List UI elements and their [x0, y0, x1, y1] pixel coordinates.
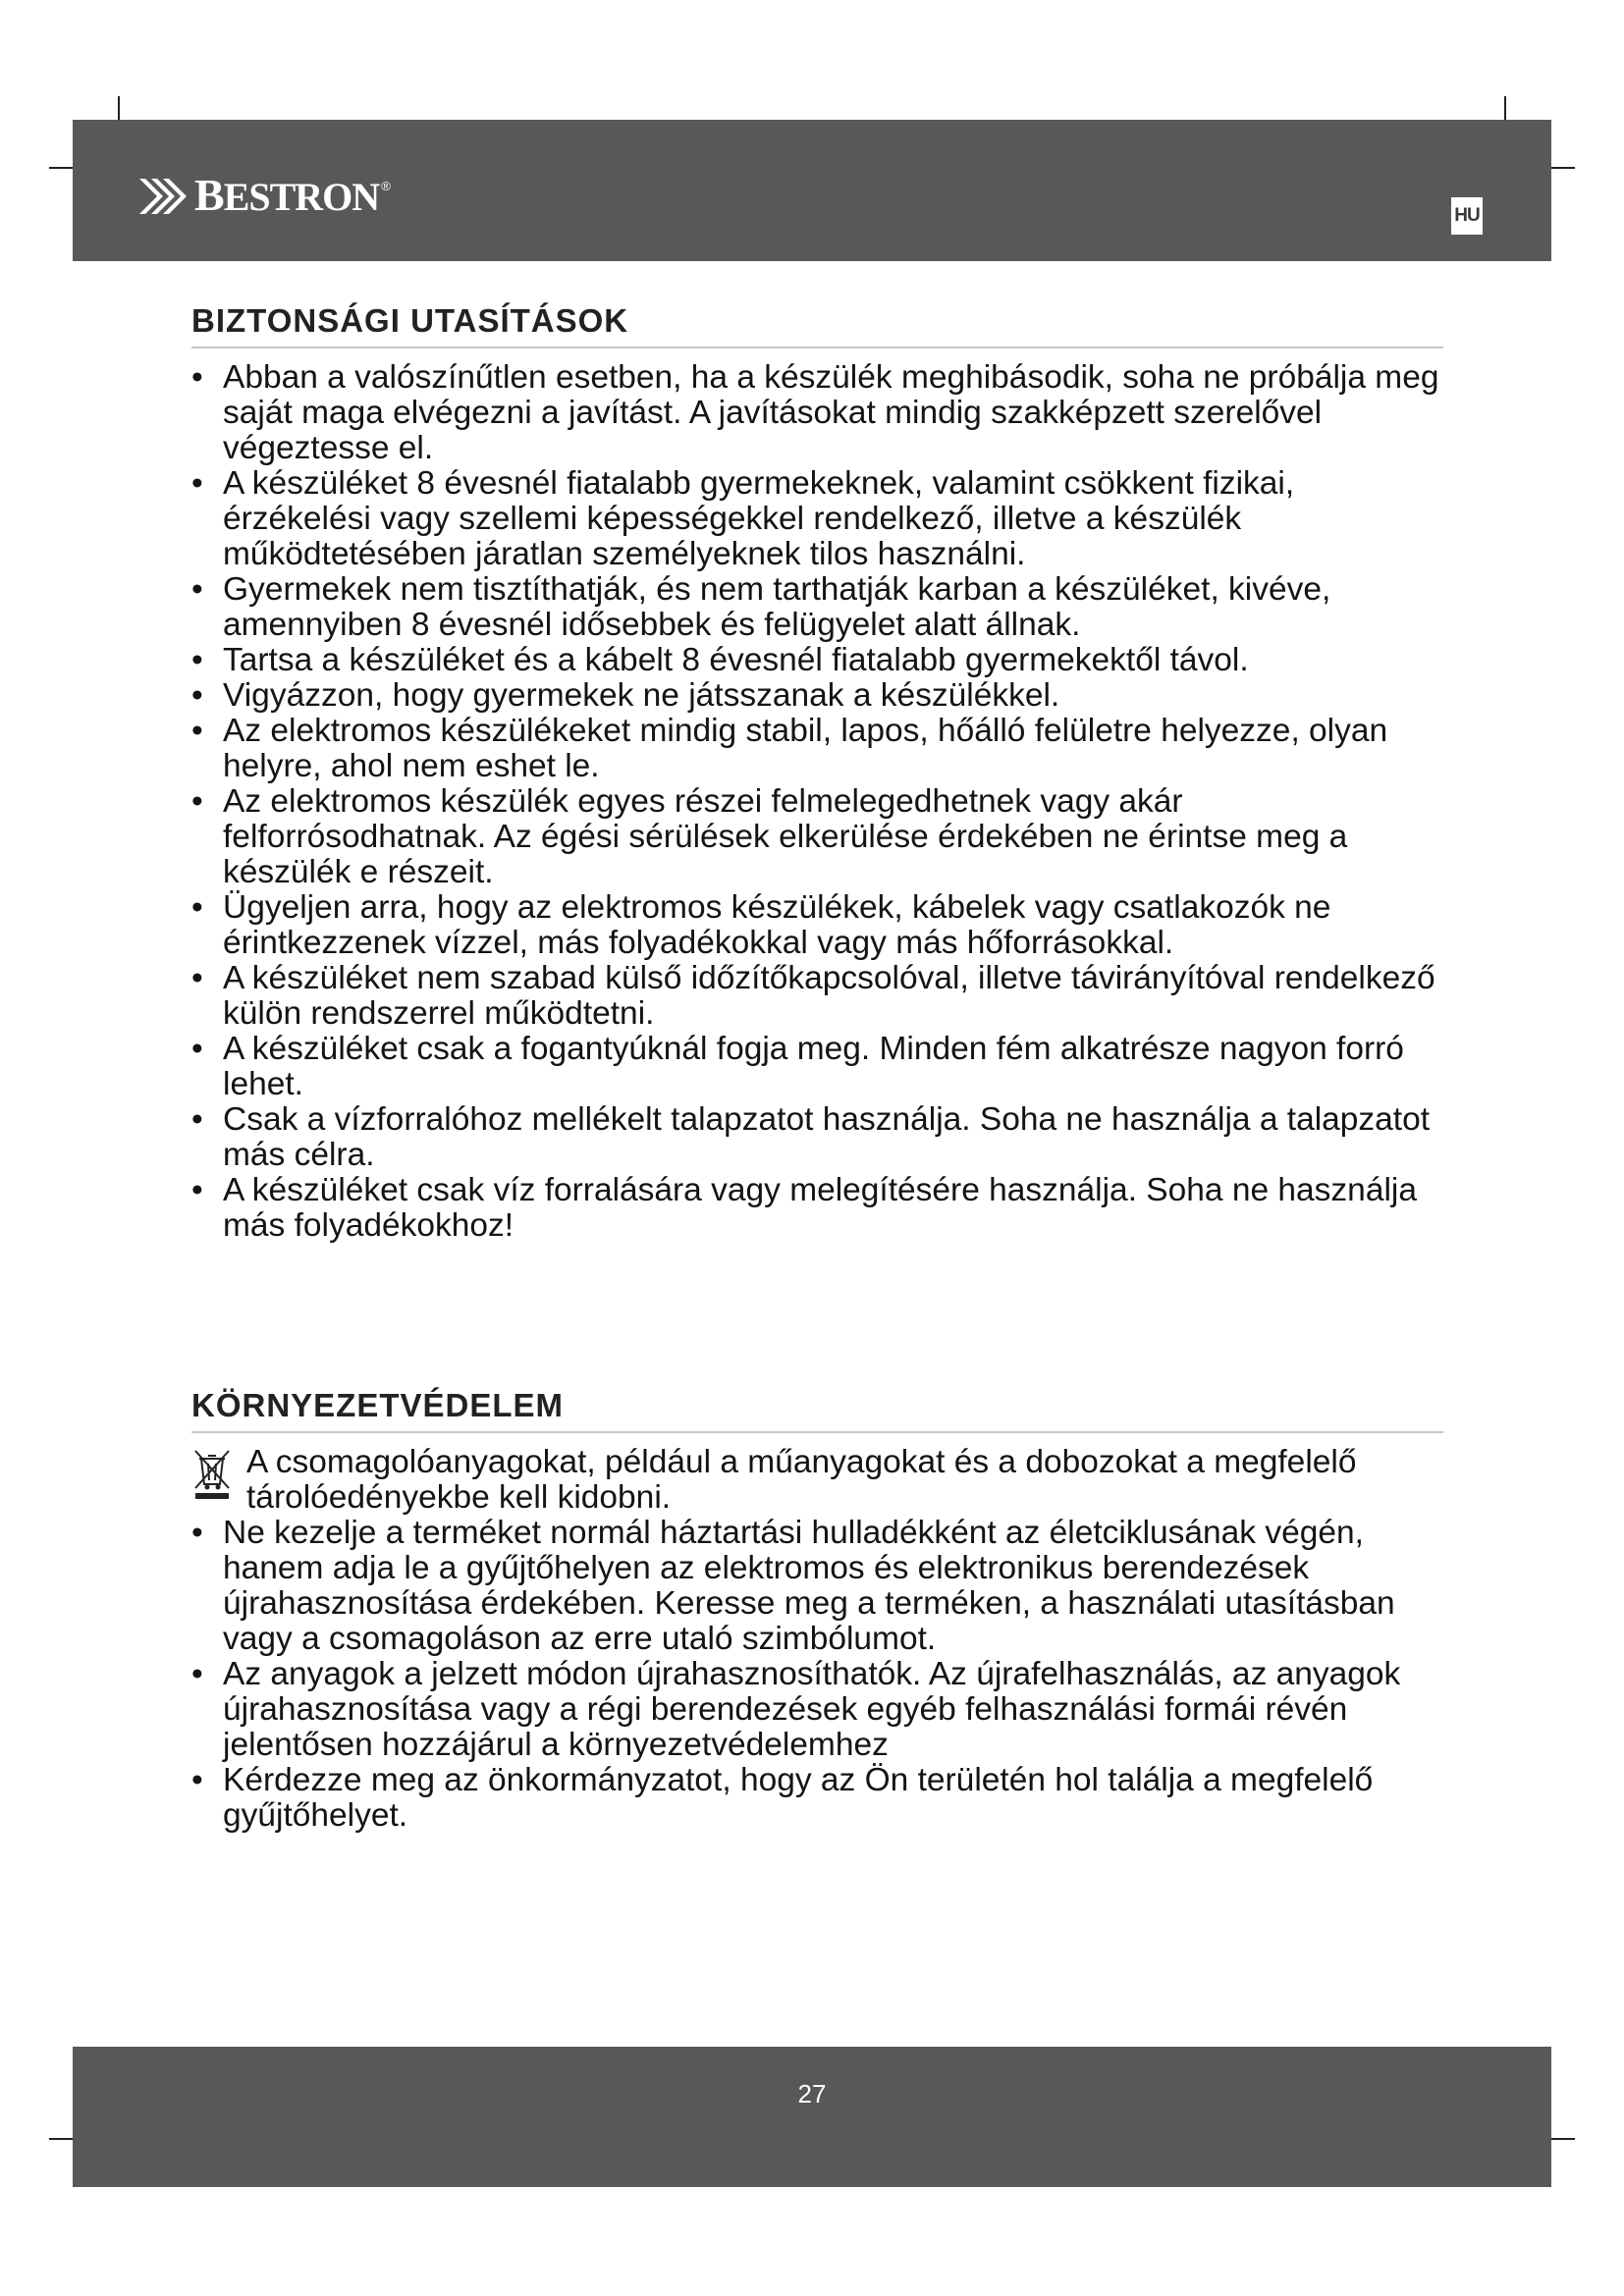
language-badge: HU — [1451, 197, 1483, 235]
list-item-text: Csak a vízforralóhoz mellékelt talapzatot használja. Soha ne használja a talapzatot más célra. — [223, 1101, 1431, 1173]
list-item-text: Az elektromos készülék egyes részei felmelegedhetnek vagy akár felforrósodhatnak. Az égési sérülések elkerülése érdekében ne érintse meg a készülék e részeit. — [223, 783, 1348, 890]
brand-logo — [137, 170, 391, 220]
environment-section — [191, 1384, 1443, 1834]
list-item-text: Az anyagok a jelzett módon újrahasznosíthatók. Az újrafelhasználás, az anyagok újrahasznosítása vagy a régi berendezések egyéb felhasználási formái révén jelentősen hozzájárul a környezetvédelemhez — [223, 1656, 1401, 1763]
bullet: • — [191, 1172, 203, 1208]
list-item-text: Ügyeljen arra, hogy az elektromos készülékek, kábelek vagy csatlakozók ne érintkezzenek vízzel, más folyadékokkal vagy más hőforrásokkal. — [223, 889, 1331, 961]
bullet: • — [191, 783, 203, 820]
list-item — [191, 1516, 1443, 1657]
list-item — [191, 1657, 1443, 1763]
list-item-text: Ne kezelje a terméket normál háztartási hulladékként az életciklusának végén, hanem adja le a gyűjtőhelyen az elektromos és elektronikus berendezések újrahasznosítása érdekében. Keresse meg a terméken, a használati utasításban vagy a csomagoláson az erre utaló szimbólumot. — [223, 1515, 1395, 1657]
page-number: 27 — [797, 2079, 827, 2109]
bullet: • — [191, 359, 203, 396]
list-item — [191, 1102, 1443, 1173]
environment-title: KÖRNYEZETVÉDELEM — [191, 1387, 565, 1423]
weee-note-text: A csomagolóanyagokat, például a műanyagokat és a dobozokat a megfelelő tárolóedényekbe kell kidobni. — [246, 1444, 1357, 1516]
brand-name-rest: ESTRON — [223, 175, 380, 219]
list-item-text: A készüléket csak a fogantyúknál fogja meg. Minden fém alkatrésze nagyon forró lehet. — [223, 1031, 1404, 1102]
bullet: • — [191, 571, 203, 608]
environment-list — [191, 1516, 1443, 1834]
bullet: • — [191, 960, 203, 996]
bullet: • — [191, 889, 203, 926]
bullet: • — [191, 713, 203, 749]
brand-name-initial: B — [194, 170, 224, 220]
weee-note — [191, 1445, 1443, 1516]
list-item — [191, 572, 1443, 643]
list-item — [191, 1763, 1443, 1834]
list-item-text: Abban a valószínűtlen esetben, ha a készülék meghibásodik, soha ne próbálja meg saját maga elvégezni a javítást. A javításokat mindig szakképzett szerelővel végeztesse el. — [223, 359, 1439, 466]
list-item — [191, 1173, 1443, 1244]
safety-title: BIZTONSÁGI UTASÍTÁSOK — [191, 302, 629, 339]
bullet: • — [191, 465, 203, 502]
brand-chevrons-icon — [137, 177, 189, 216]
list-item-text: A készüléket nem szabad külső időzítőkapcsolóval, illetve távirányítóval rendelkező külön rendszerrel működtetni. — [223, 960, 1435, 1032]
list-item — [191, 466, 1443, 572]
safety-list — [191, 360, 1443, 1244]
list-item-text: Vigyázzon, hogy gyermekek ne játsszanak a készülékkel. — [223, 677, 1060, 714]
list-item — [191, 961, 1443, 1032]
list-item-text: A készüléket csak víz forralására vagy melegítésére használja. Soha ne használja más folyadékokhoz! — [223, 1172, 1417, 1244]
bullet: • — [191, 1656, 203, 1692]
list-item-text: Az elektromos készülékeket mindig stabil, lapos, hőálló felületre helyezze, olyan helyre, ahol nem eshet le. — [223, 713, 1388, 784]
footer-bar — [73, 2047, 1551, 2187]
list-item — [191, 360, 1443, 466]
list-item-text: Tartsa a készüléket és a kábelt 8 évesnél fiatalabb gyermekektől távol. — [223, 642, 1249, 678]
safety-section — [191, 299, 1443, 1244]
list-item-text: A készüléket 8 évesnél fiatalabb gyermekeknek, valamint csökkent fizikai, érzékelési vagy szellemi képességekkel rendelkező, illetve a készülék működtetésében járatlan személyeknek tilos használni. — [223, 465, 1295, 572]
bullet: • — [191, 1101, 203, 1138]
list-item — [191, 784, 1443, 890]
registered-mark: ® — [381, 179, 391, 193]
list-item — [191, 678, 1443, 714]
bullet: • — [191, 1762, 203, 1798]
safety-title-rule — [191, 347, 1443, 348]
list-item — [191, 1032, 1443, 1102]
crossed-bin-icon — [191, 1447, 233, 1500]
brand-name — [194, 170, 380, 220]
bullet: • — [191, 677, 203, 714]
environment-title-rule — [191, 1431, 1443, 1433]
list-item-text: Kérdezze meg az önkormányzatot, hogy az Ön területén hol találja a megfelelő gyűjtőhelyet. — [223, 1762, 1374, 1834]
list-item — [191, 643, 1443, 678]
list-item — [191, 890, 1443, 961]
bullet: • — [191, 1031, 203, 1067]
bullet: • — [191, 642, 203, 678]
bullet: • — [191, 1515, 203, 1551]
header-bar — [73, 120, 1551, 261]
list-item — [191, 714, 1443, 784]
list-item-text: Gyermekek nem tisztíthatják, és nem tarthatják karban a készüléket, kivéve, amennyiben 8 évesnél idősebbek és felügyelet alatt állnak. — [223, 571, 1331, 643]
